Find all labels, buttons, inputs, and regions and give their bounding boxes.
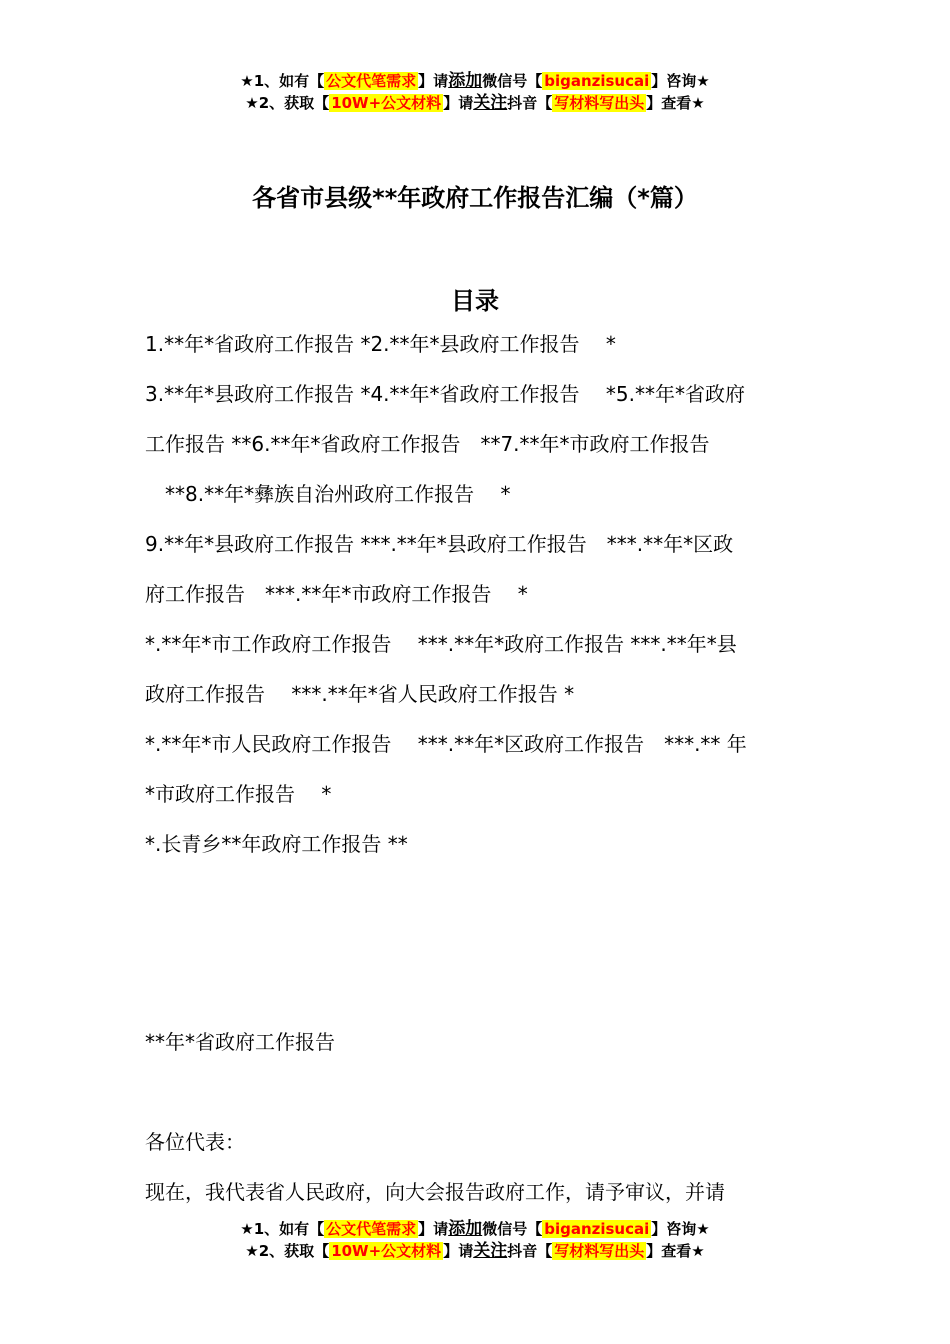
banner-text: 微信号【 [482, 1220, 543, 1238]
banner-text: 】查看★ [646, 94, 705, 112]
banner-highlight: 公文代笔需求 [326, 1220, 417, 1238]
banner-line-2 [0, 1240, 950, 1262]
banner-highlight: biganzisucai [544, 1220, 650, 1238]
banner-text: 】查看★ [646, 1242, 705, 1260]
section-heading: **年*省政府工作报告 [145, 1030, 335, 1054]
banner-emphasis: 关注 [473, 93, 508, 113]
body-paragraph: 现在，我代表省人民政府，向大会报告政府工作，请予审议，并请 [145, 1180, 725, 1204]
banner-text: ★1、如有【 [240, 72, 325, 90]
banner-text: 微信号【 [482, 72, 543, 90]
toc-line: **8.**年*彝族自治州政府工作报告 * [145, 482, 511, 506]
toc-line: *.长青乡**年政府工作报告 ** [145, 832, 408, 856]
toc-line: 3.**年*县政府工作报告 *4.**年*省政府工作报告 *5.**年*省政府 [145, 382, 745, 406]
banner-text: 】咨询★ [651, 1220, 710, 1238]
banner-highlight: 10W+公文材料 [331, 94, 442, 112]
banner-emphasis: 添加 [448, 71, 483, 91]
banner-text: 抖音【 [507, 94, 553, 112]
banner-line-2 [0, 92, 950, 114]
document-title: 各省市县级**年政府工作报告汇编（*篇） [252, 184, 698, 212]
banner-text: ★1、如有【 [240, 1220, 325, 1238]
banner-highlight: biganzisucai [544, 72, 650, 90]
banner-emphasis: 关注 [473, 1241, 508, 1261]
header-banner [0, 70, 950, 114]
banner-text: 】请 [443, 94, 474, 112]
banner-highlight: 写材料写出头 [554, 1242, 645, 1260]
banner-highlight: 公文代笔需求 [326, 72, 417, 90]
toc-line: *.**年*市工作政府工作报告 ***.**年*政府工作报告 ***.**年*县 [145, 632, 737, 656]
banner-line-1 [0, 1218, 950, 1240]
banner-text: 抖音【 [507, 1242, 553, 1260]
banner-text: 】请 [418, 1220, 449, 1238]
toc-line: 1.**年*省政府工作报告 *2.**年*县政府工作报告 * [145, 332, 616, 356]
footer-banner [0, 1218, 950, 1262]
toc-line: *.**年*市人民政府工作报告 ***.**年*区政府工作报告 ***.** 年 [145, 732, 747, 756]
toc-line: 9.**年*县政府工作报告 ***.**年*县政府工作报告 ***.**年*区政 [145, 532, 734, 556]
toc-heading: 目录 [451, 287, 499, 315]
banner-highlight: 写材料写出头 [554, 94, 645, 112]
banner-text: ★2、获取【 [245, 94, 330, 112]
toc-line: 政府工作报告 ***.**年*省人民政府工作报告 * [145, 682, 575, 706]
toc-line: 府工作报告 ***.**年*市政府工作报告 * [145, 582, 528, 606]
banner-text: ★2、获取【 [245, 1242, 330, 1260]
salutation: 各位代表： [145, 1130, 245, 1154]
toc-line: *市政府工作报告 * [145, 782, 332, 806]
banner-text: 】请 [418, 72, 449, 90]
banner-highlight: 10W+公文材料 [331, 1242, 442, 1260]
banner-text: 】请 [443, 1242, 474, 1260]
banner-line-1 [0, 70, 950, 92]
banner-emphasis: 添加 [448, 1219, 483, 1239]
toc-line: 工作报告 **6.**年*省政府工作报告 **7.**年*市政府工作报告 [145, 432, 710, 456]
banner-text: 】咨询★ [651, 72, 710, 90]
